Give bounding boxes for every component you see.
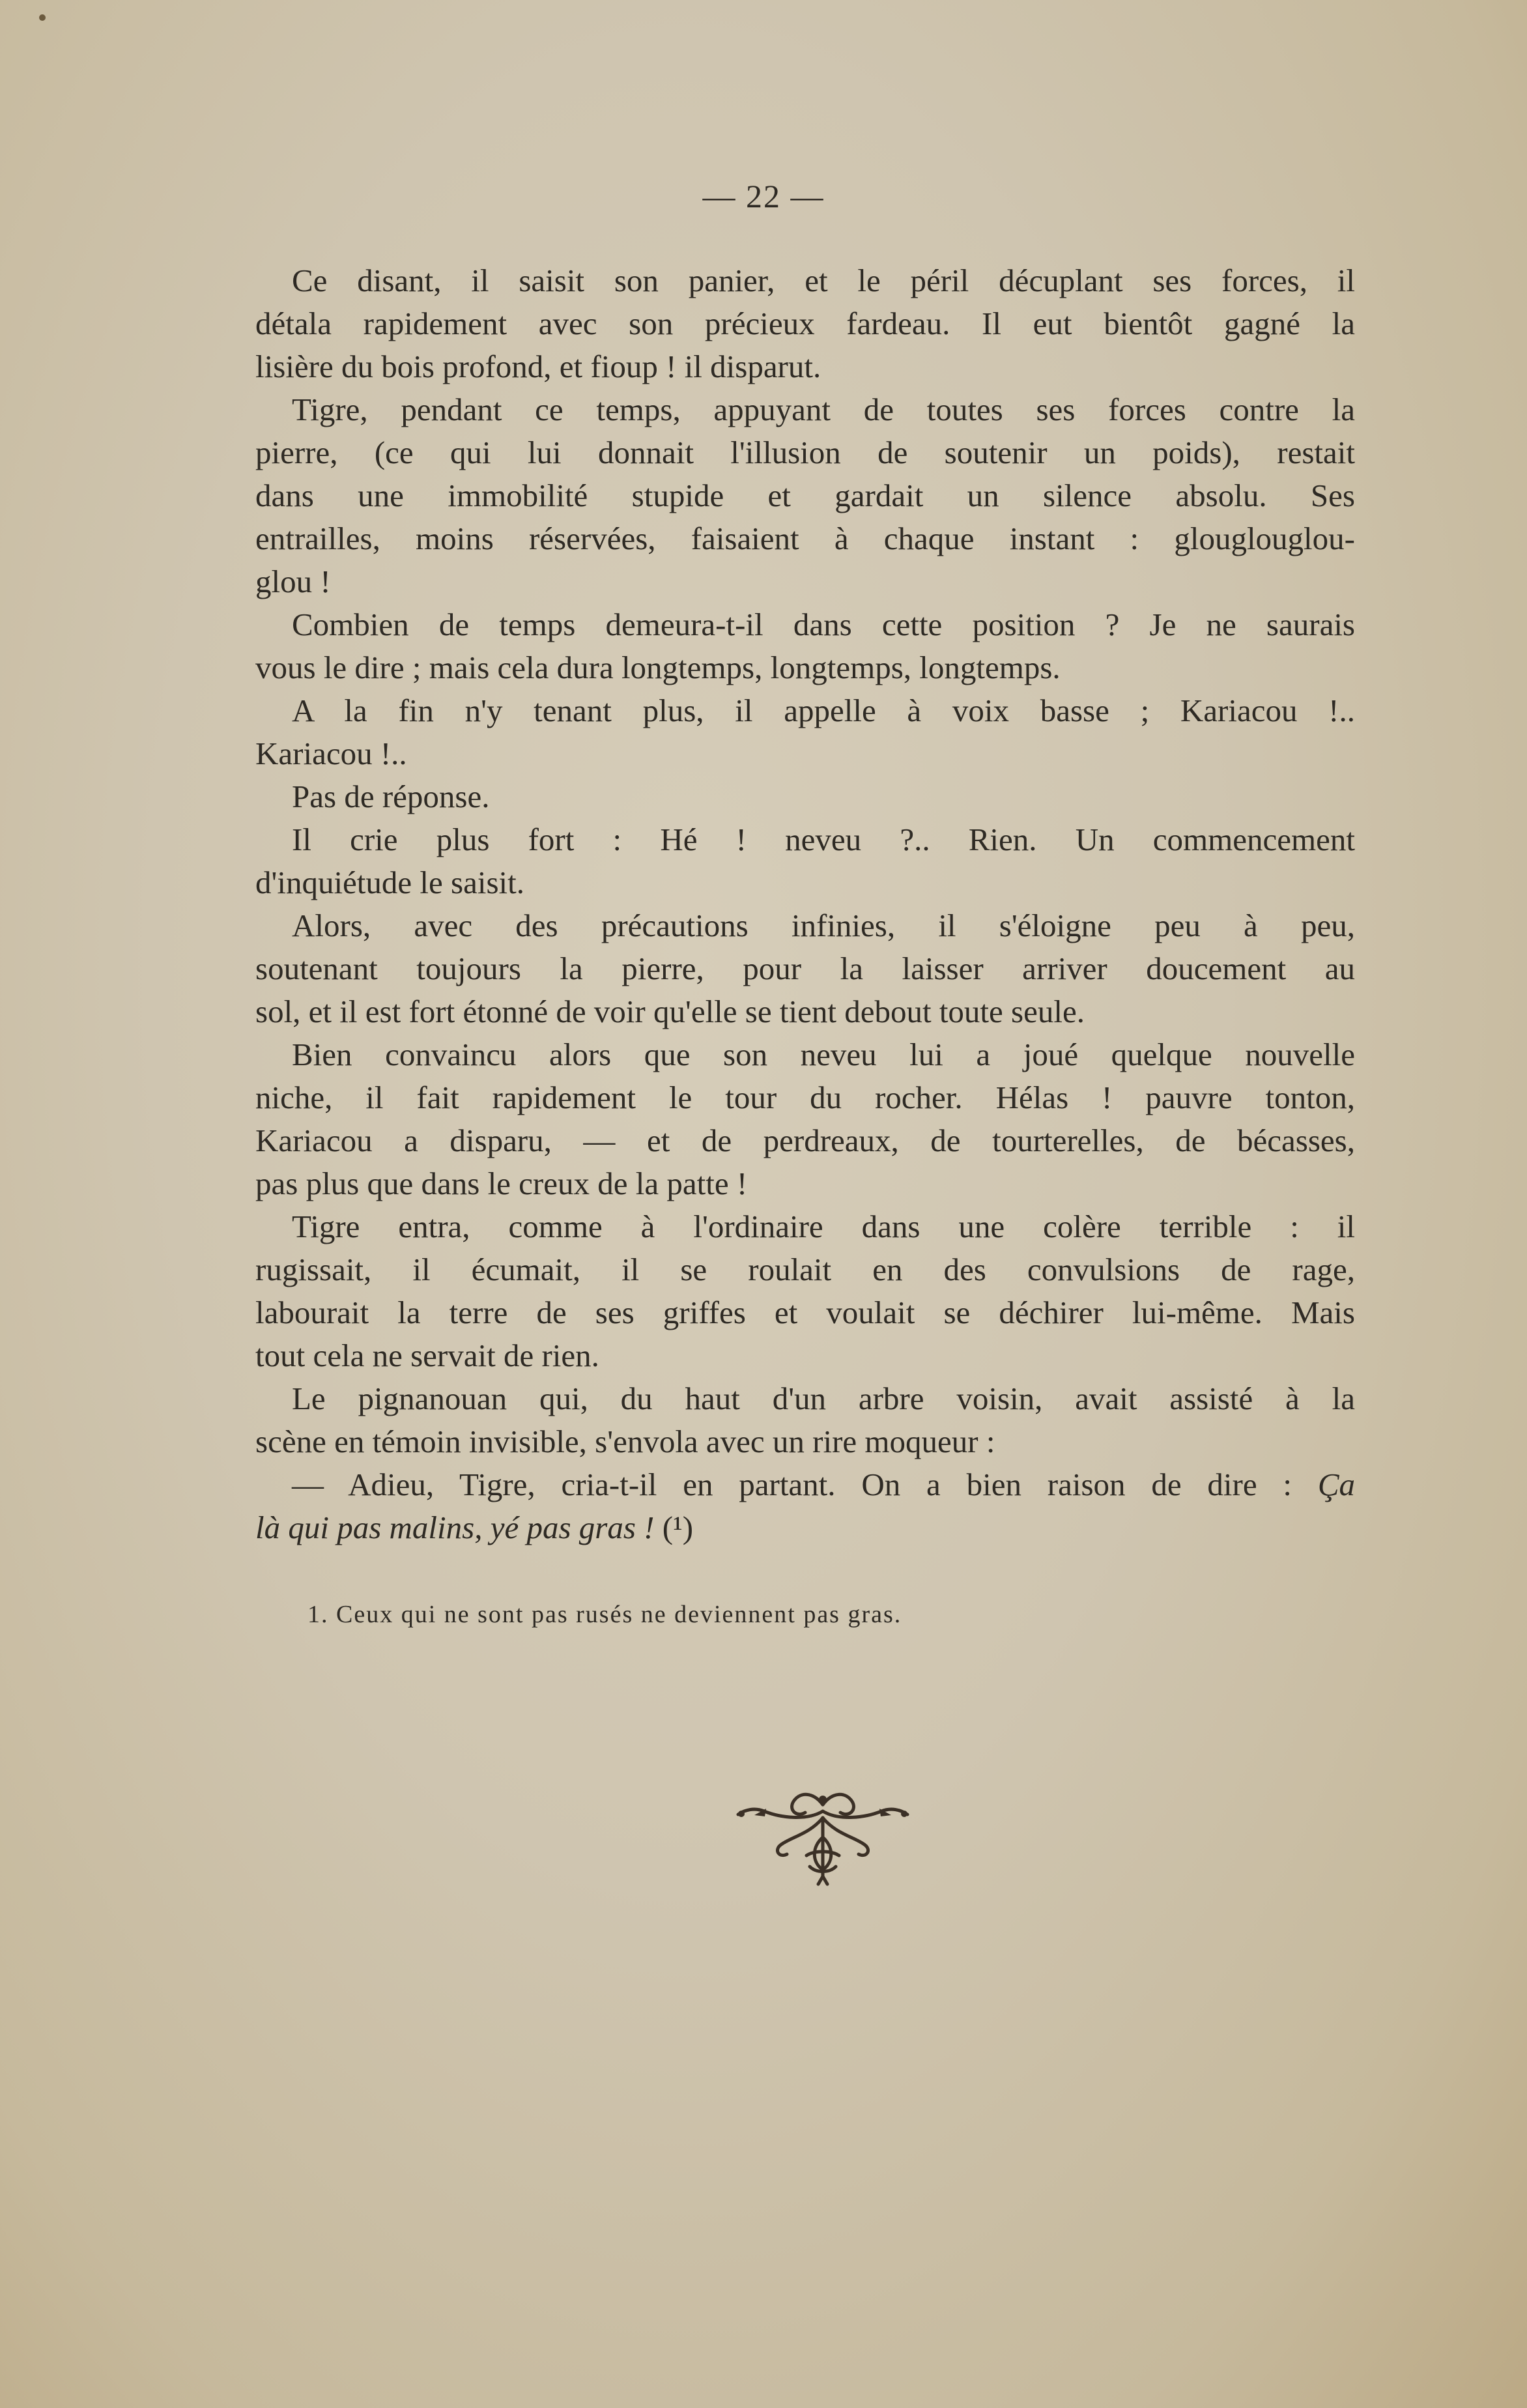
text-line <box>255 904 1355 947</box>
text-line <box>255 388 1355 431</box>
text-line <box>255 1420 1355 1463</box>
text-line <box>255 775 1355 818</box>
text-line <box>255 1205 1355 1248</box>
body-text <box>255 259 1355 1549</box>
text-line <box>255 603 1355 646</box>
text-line-content: soutenant toujours la pierre, pour la laisser arriver doucement au <box>255 951 1355 986</box>
text-line-content: Combien de temps demeura-t-il dans cette position ? Je ne saurais <box>292 607 1355 642</box>
text-line-content: — Adieu, Tigre, cria-t-il en partant. On a bien raison de dire : <box>292 1467 1318 1502</box>
text-line <box>255 345 1355 388</box>
text-line-content: niche, il fait rapidement le tour du rocher. Hélas ! pauvre tonton, <box>255 1080 1355 1115</box>
text-line-content: glou ! <box>255 564 331 599</box>
text-line <box>255 1377 1355 1420</box>
text-line <box>255 990 1355 1033</box>
footnote: 1. Ceux qui ne sont pas rusés ne deviennent pas gras. <box>307 1601 902 1628</box>
text-line <box>255 646 1355 689</box>
text-line-content: d'inquiétude le saisit. <box>255 865 525 900</box>
text-line <box>255 560 1355 603</box>
text-line-content: A la fin n'y tenant plus, il appelle à voix basse ; Kariacou !.. <box>292 693 1355 728</box>
text-line <box>255 1119 1355 1162</box>
text-line <box>255 689 1355 732</box>
text-line <box>255 1463 1355 1506</box>
text-line <box>255 474 1355 517</box>
text-line-content: Kariacou a disparu, — et de perdreaux, de tourterelles, de bécasses, <box>255 1123 1355 1158</box>
floral-vignette-icon <box>728 1785 917 1889</box>
text-line <box>255 1248 1355 1291</box>
text-line <box>255 1162 1355 1205</box>
text-line-content: Le pignanouan qui, du haut d'un arbre voisin, avait assisté à la <box>292 1381 1355 1416</box>
text-line-content: détala rapidement avec son précieux fardeau. Il eut bientôt gagné la <box>255 306 1355 341</box>
text-line <box>255 1506 1355 1549</box>
text-line-content: sol, et il est fort étonné de voir qu'elle se tient debout toute seule. <box>255 994 1085 1029</box>
text-line-content: Bien convaincu alors que son neveu lui a joué quelque nouvelle <box>292 1037 1355 1072</box>
text-line-content: vous le dire ; mais cela dura longtemps, longtemps, longtemps. <box>255 650 1061 685</box>
text-line <box>255 1291 1355 1334</box>
text-line <box>255 861 1355 904</box>
text-line <box>255 431 1355 474</box>
text-line-content: Tigre entra, comme à l'ordinaire dans une colère terrible : il <box>292 1209 1355 1244</box>
text-line <box>255 259 1355 302</box>
ink-speck <box>39 14 46 21</box>
text-line <box>255 1033 1355 1076</box>
text-line <box>255 732 1355 775</box>
text-line <box>255 1076 1355 1119</box>
text-line-content: Tigre, pendant ce temps, appuyant de toutes ses forces contre la <box>292 392 1355 427</box>
text-line-content: pas plus que dans le creux de la patte ! <box>255 1166 748 1201</box>
text-line <box>255 947 1355 990</box>
text-line-content: labourait la terre de ses griffes et voulait se déchirer lui-même. Mais <box>255 1295 1355 1330</box>
footnote-reference: (¹) <box>654 1510 694 1545</box>
text-line-content: Kariacou !.. <box>255 736 407 771</box>
text-line-content: entrailles, moins réservées, faisaient à chaque instant : glouglouglou- <box>255 521 1355 556</box>
text-line <box>255 302 1355 345</box>
text-line <box>255 1334 1355 1377</box>
text-line-content: lisière du bois profond, et fioup ! il disparut. <box>255 349 821 384</box>
text-line <box>255 517 1355 560</box>
text-line-content: Alors, avec des précautions infinies, il s'éloigne peu à peu, <box>292 908 1355 943</box>
text-line-content: pierre, (ce qui lui donnait l'illusion de soutenir un poids), restait <box>255 435 1355 470</box>
page-number: — 22 — <box>702 178 825 214</box>
text-line-content: rugissait, il écumait, il se roulait en des convulsions de rage, <box>255 1252 1355 1287</box>
text-line-content: tout cela ne servait de rien. <box>255 1338 599 1373</box>
italic-phrase: là qui pas malins, yé pas gras ! <box>255 1510 655 1545</box>
text-line-content: Il crie plus fort : Hé ! neveu ?.. Rien. Un commencement <box>292 822 1355 857</box>
text-line-content: scène en témoin invisible, s'envola avec un rire moqueur : <box>255 1424 995 1459</box>
text-line-content: dans une immobilité stupide et gardait un silence absolu. Ses <box>255 478 1355 513</box>
text-line-content: Ce disant, il saisit son panier, et le péril décuplant ses forces, il <box>292 263 1355 298</box>
text-line-content: Pas de réponse. <box>292 779 490 814</box>
text-line <box>255 818 1355 861</box>
italic-phrase: Ça <box>1317 1467 1355 1502</box>
